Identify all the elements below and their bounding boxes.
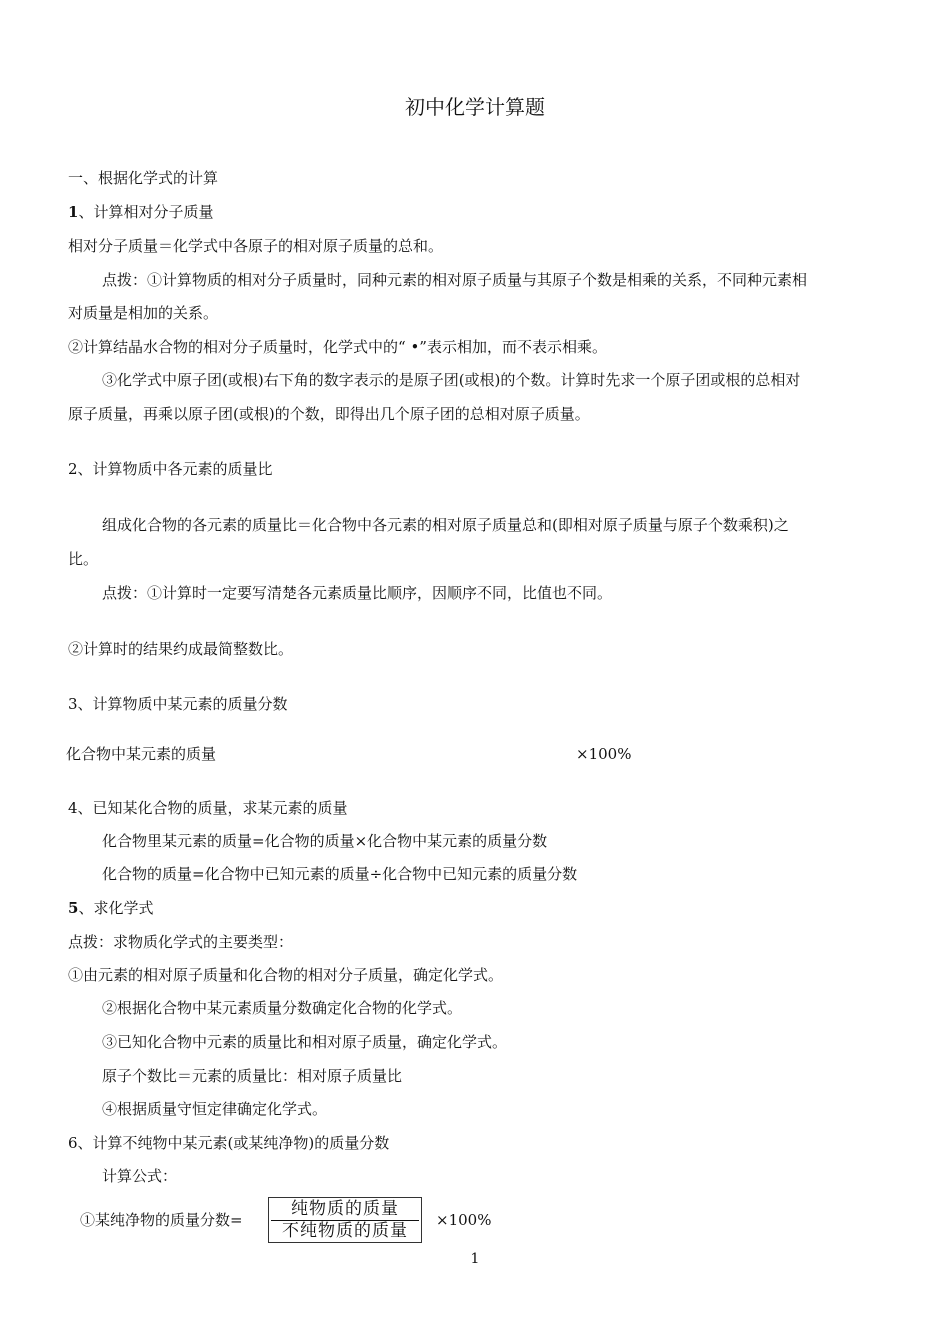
item5-heading xyxy=(68,898,153,918)
item5-number: 5 xyxy=(68,899,79,917)
item4-heading: 4、已知某化合物的质量，求某元素的质量 xyxy=(68,799,348,817)
item1-tip-line1: 点拨：①计算物质的相对分子质量时，同种元素的相对原子质量与其原子个数是相乘的关系，不同种元素相 xyxy=(102,271,808,289)
item1-heading xyxy=(68,202,213,222)
item1-number: 1 xyxy=(68,203,79,221)
item3-formula-left: 化合物中某元素的质量 xyxy=(66,745,217,763)
item5-type2: ②根据化合物中某元素质量分数确定化合物的化学式。 xyxy=(102,999,463,1017)
page-title: 初中化学计算题 xyxy=(405,95,545,119)
item2-def-line2: 比。 xyxy=(68,550,99,568)
item3-heading: 3、计算物质中某元素的质量分数 xyxy=(68,695,288,713)
page-number: 1 xyxy=(470,1251,480,1267)
item5-type4: ④根据质量守恒定律确定化学式。 xyxy=(102,1100,328,1118)
item5-tip: 点拨：求物质化学式的主要类型： xyxy=(68,933,294,951)
item2-tip1: 点拨：①计算时一定要写清楚各元素质量比顺序，因顺序不同，比值也不同。 xyxy=(102,584,613,602)
fraction-denominator: 不纯物质的质量 xyxy=(282,1221,408,1241)
item6-heading: 6、计算不纯物中某元素(或某纯净物)的质量分数 xyxy=(68,1134,390,1152)
item5-type1: ①由元素的相对原子质量和化合物的相对分子质量，确定化学式。 xyxy=(68,966,504,984)
item6-formula-left: ①某纯净物的质量分数= xyxy=(80,1211,243,1229)
item4-line1: 化合物里某元素的质量=化合物的质量×化合物中某元素的质量分数 xyxy=(102,832,548,850)
item1-tip-line2: 对质量是相加的关系。 xyxy=(68,304,219,322)
item2-tip2: ②计算时的结果约成最简整数比。 xyxy=(68,640,294,658)
item6-formula-label: 计算公式： xyxy=(102,1167,178,1185)
item5-type3-note: 原子个数比＝元素的质量比：相对原子质量比 xyxy=(102,1067,403,1085)
item1-tip3-line2: 原子质量，再乘以原子团(或根)的个数，即得出几个原子团的总相对原子质量。 xyxy=(68,405,590,423)
item1-tip2: ②计算结晶水合物的相对分子质量时，化学式中的“ •”表示相加，而不表示相乘。 xyxy=(68,338,607,356)
item6-formula-right: ×100% xyxy=(436,1211,492,1229)
item3-formula-right: ×100% xyxy=(576,745,632,763)
item2-heading: 2、计算物质中各元素的质量比 xyxy=(68,460,273,478)
item1-title: 、计算相对分子质量 xyxy=(78,203,214,221)
fraction-box xyxy=(268,1197,422,1243)
section-heading: 一、根据化学式的计算 xyxy=(68,169,219,187)
item1-definition: 相对分子质量＝化学式中各原子的相对原子质量的总和。 xyxy=(68,237,444,255)
item5-title: 、求化学式 xyxy=(78,899,154,917)
item1-tip3-line1: ③化学式中原子团(或根)右下角的数字表示的是原子团(或根)的个数。计算时先求一个原子团或根的总相对 xyxy=(102,371,801,389)
fraction-numerator: 纯物质的质量 xyxy=(291,1199,399,1219)
item5-type3: ③已知化合物中元素的质量比和相对原子质量，确定化学式。 xyxy=(102,1033,508,1051)
item4-line2: 化合物的质量=化合物中已知元素的质量÷化合物中已知元素的质量分数 xyxy=(102,865,578,883)
item2-def-line1: 组成化合物的各元素的质量比＝化合物中各元素的相对原子质量总和(即相对原子质量与原子个数乘积)之 xyxy=(102,516,789,534)
